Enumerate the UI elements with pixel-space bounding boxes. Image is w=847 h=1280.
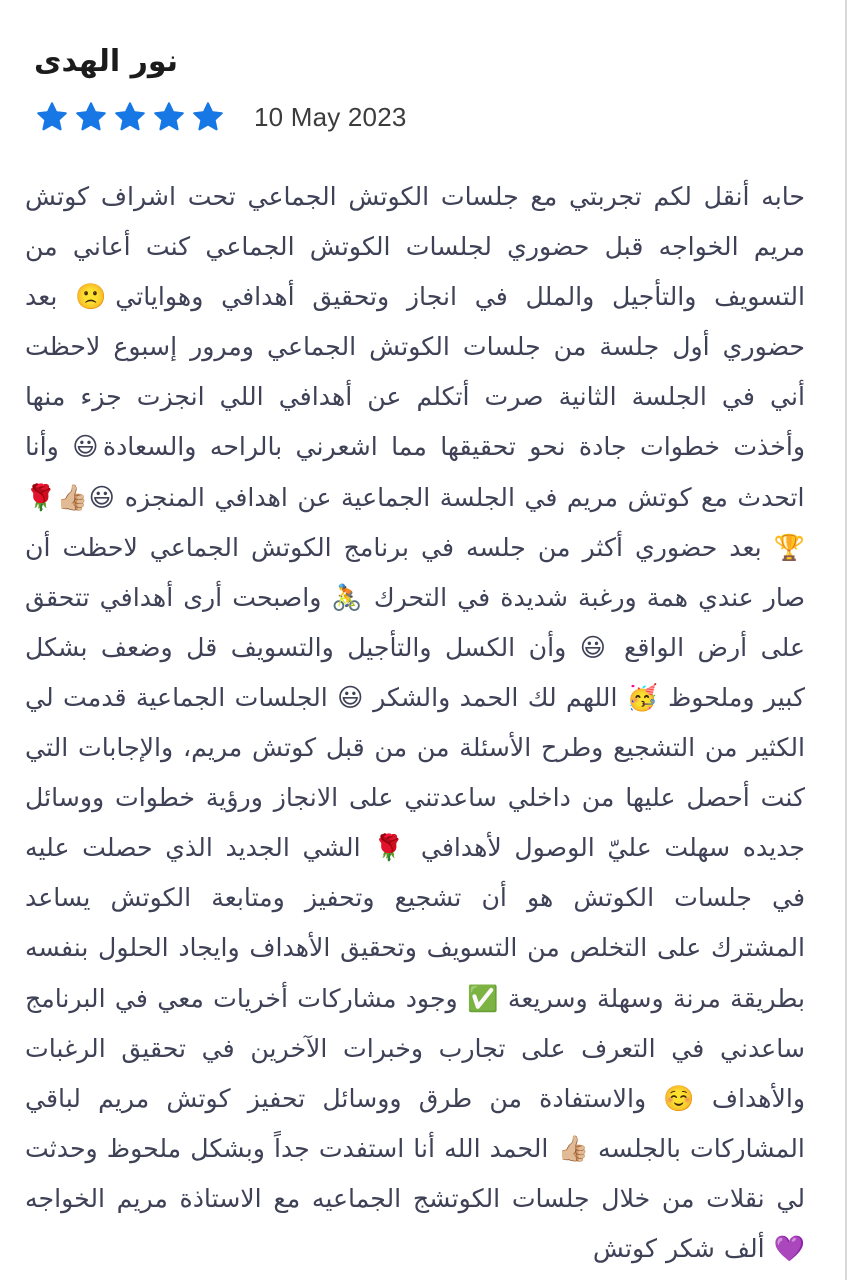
review-body: حابه أنقل لكم تجربتي مع جلسات الكوتش الجماعي تحت اشراف كوتش مريم الخواجه قبل حضوري لجلسات الكوتش الجماعي كنت أعاني من التسويف والتأجيل والملل في انجاز وتحقيق أهدافي وهواياتي🙁 بعد حضوري أول جلسة من جلسات الكوتش الجماعي ومرور إسبوع لاحظت أني في الجلسة الثانية صرت أتكلم عن أهدافي اللي انجزت جزء منها وأخذت خطوات جادة نحو تحقيقها مما اشعرني بالراحه والسعادة😃 وأنا اتحدث مع كوتش مريم في الجلسة الجماعية عن اهدافي المنجزه 😃👍🏼🌹🏆 بعد حضوري أكثر من جلسه في برنامج الكوتش الجماعي لاحظت أن صار عندي همة ورغبة شديدة في التحرك 🚴 واصبحت أرى أهدافي تتحقق على أرض الواقع 😃 وأن الكسل والتأجيل والتسويف قل وضعف بشكل كبير وملحوظ 🥳 اللهم لك الحمد والشكر 😃 الجلسات الجماعية قدمت لي الكثير من التشجيع وطرح الأسئلة من من قبل كوتش مريم، والإجابات التي كنت أحصل عليها من داخلي ساعدتني على الانجاز ورؤية خطوات ووسائل جديده سهلت عليّ الوصول لأهدافي 🌹 الشي الجديد الذي حصلت عليه في جلسات الكوتش هو أن تشجيع وتحفيز ومتابعة الكوتش يساعد المشترك على التخلص من التسويف وتحقيق الأهداف وايجاد الحلول بنفسه بطريقة مرنة وسهلة وسريعة ✅ وجود مشاركات أخريات معي في البرنامج ساعدني في التعرف على تجارب وخبرات الآخرين في تحقيق الرغبات والأهداف ☺️ والاستفادة من طرق ووسائل تحفيز كوتش مريم لباقي المشاركات بالجلسه 👍🏼 الحمد الله أنا استفدت جداً وبشكل ملحوظ وحدثت لي نقلات من خلال جلسات الكوتشج الجماعيه مع الاستاذة مريم الخواجه 💜 ألف شكر كوتش [25,182,805,1263]
rating-row [36,97,407,137]
star-rating [36,101,224,133]
review-date: 10 May 2023 [254,101,407,132]
star-icon [114,101,146,133]
reviewer-name: نور الهدى [34,44,178,79]
star-icon [36,101,68,133]
star-icon [192,101,224,133]
star-icon [75,101,107,133]
star-icon [153,101,185,133]
